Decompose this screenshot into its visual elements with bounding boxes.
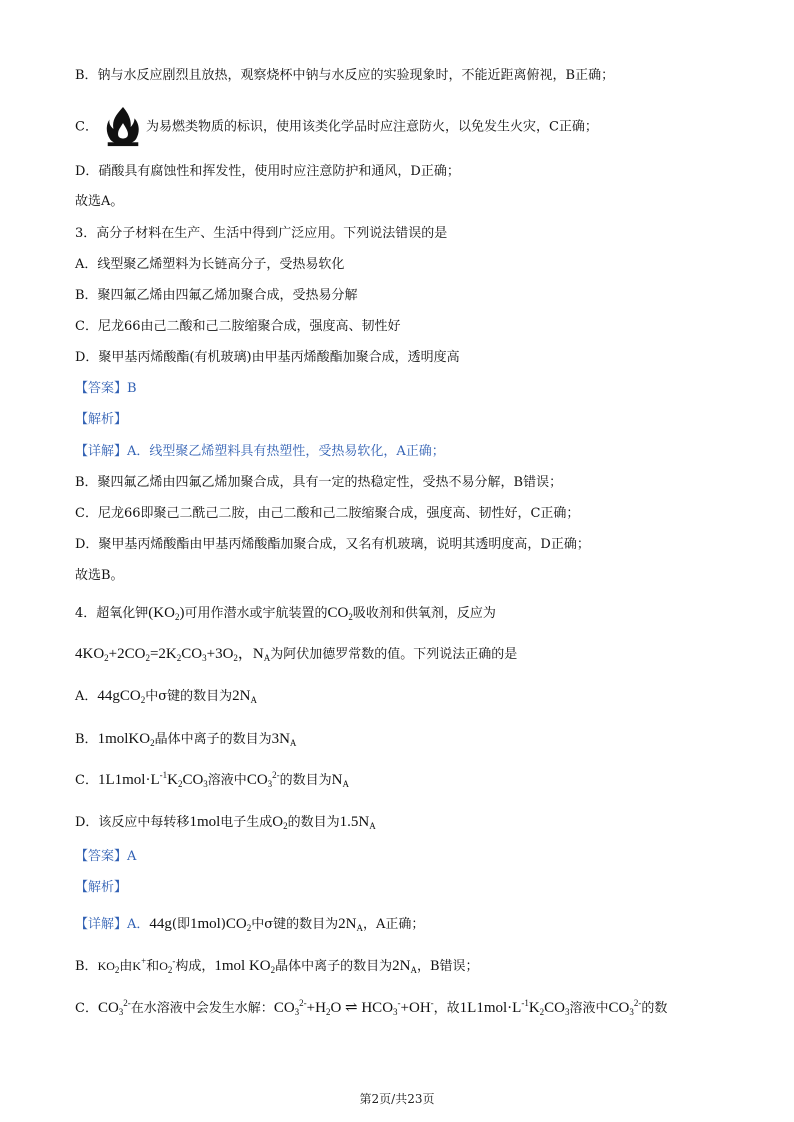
detail-text: 【详解】A．线型聚乙烯塑料具有热塑性，受热易软化，A正确； <box>75 444 445 459</box>
text-segment: C． <box>75 1001 98 1016</box>
text-line: B．钠与水反应剧烈且放热，观察烧杯中钠与水反应的实验现象时，不能近距离俯视，B正确； <box>75 68 615 83</box>
detail-line <box>75 956 754 977</box>
detail-line: D．聚甲基丙烯酸酯由甲基丙烯酸酯加聚合成，又名有机玻璃，说明其透明度高，D正确； <box>75 537 590 552</box>
text-segment: 由 <box>119 959 133 974</box>
formula: $(KO_2)$ <box>148 605 185 622</box>
text-segment: 吸收剂和供氧剂，反应为 <box>352 606 496 621</box>
analysis-tag: 【解析】 <box>75 880 128 895</box>
page-number: 第2页/共23页 <box>359 1092 435 1106</box>
text-segment: ，B错误； <box>416 959 479 974</box>
option-line: C．尼龙66由己二酸和己二胺缩聚合成，强度高、韧性好 <box>75 319 401 334</box>
option-line <box>75 686 754 707</box>
text-segment: (即 <box>171 917 190 932</box>
text-segment: 为易燃类物质的标识，使用该类化学品时应注意防火，以免发生火灾，C正确； <box>145 119 598 135</box>
text-segment: 的数目为 <box>279 773 332 788</box>
formula: $CO_3^{2-}$ <box>608 998 642 1017</box>
text-line: D．硝酸具有腐蚀性和挥发性，使用时应注意防护和通风，D正确； <box>75 164 460 179</box>
formula: $CO_3^{2-}+H_2O$ ⇌ $HCO_3^-+OH^-$ <box>273 998 434 1017</box>
text-line: 故选A。 <box>75 194 124 209</box>
text-segment: 晶体中离子的数目为 <box>275 959 393 974</box>
option-line <box>75 770 754 791</box>
text-segment: 中σ键的数目为 <box>251 917 339 932</box>
formula: $CO_3^{2-}$ <box>97 998 131 1017</box>
detail-line <box>75 442 754 462</box>
formula: $3N_A$ <box>271 731 297 748</box>
text-segment: 在水溶液中会发生水解： <box>130 1001 274 1016</box>
text-line <box>75 104 754 150</box>
text-segment: 溶液中 <box>207 773 247 788</box>
text-segment: 溶液中 <box>569 1001 609 1016</box>
detail-line <box>75 914 754 935</box>
answer-tag: 【答案】A <box>75 849 137 864</box>
text-segment: 可用作潜水或宇航装置的 <box>184 606 328 621</box>
text-segment: 4．超氧化钾 <box>75 606 149 621</box>
formula: $2N_A$ <box>392 958 417 975</box>
formula: $KO_2$ <box>97 959 120 975</box>
text-segment: 和 <box>146 959 160 974</box>
formula: $2N_A$ <box>338 916 363 933</box>
flammable-hazard-icon <box>102 104 144 150</box>
formula: 1molKO$_2$ <box>97 731 155 748</box>
option-label: A． <box>75 689 98 704</box>
formula: 44g <box>149 916 172 932</box>
detail-line: C．尼龙66即聚己二酰己二胺，由己二酸和己二胺缩聚合成，强度高、韧性好，C正确； <box>75 506 580 521</box>
question-equation <box>75 644 754 665</box>
text-segment: 构成， <box>175 959 215 974</box>
text-segment: ，A正确； <box>362 917 425 932</box>
option-label: C． <box>75 773 98 788</box>
text-segment: 的数目为 <box>287 815 340 830</box>
answer-tag: 【答案】B <box>75 381 137 396</box>
formula: 44gCO$_2$ <box>97 688 146 705</box>
text-segment: 的数 <box>641 1001 668 1016</box>
formula: $CO_2$ <box>327 605 353 622</box>
option-label: B． <box>75 732 98 747</box>
formula: $1L1mol\cdot L^{-1}K_2CO_3$ <box>459 998 570 1017</box>
option-line: A．线型聚乙烯塑料为长链高分子，受热易软化 <box>75 257 345 272</box>
analysis-tag: 【解析】 <box>75 412 128 427</box>
detail-line <box>75 998 754 1019</box>
formula: $O_2^-$ <box>159 956 176 975</box>
text-segment: 晶体中离子的数目为 <box>154 732 272 747</box>
text-segment: 为阿伏加德罗常数的值。下列说法正确的是 <box>270 647 518 662</box>
option-line: D．聚甲基丙烯酸酯(有机玻璃)由甲基丙烯酸酯加聚合成，透明度高 <box>75 350 460 365</box>
formula: 1mol <box>189 814 221 830</box>
detail-text: 【详解】A． <box>75 917 150 932</box>
formula: $CO_3^{2-}$ <box>246 770 280 789</box>
formula: K+ <box>132 956 147 973</box>
option-label: C． <box>75 119 98 135</box>
question-title <box>75 603 754 624</box>
formula: $CO_2$ <box>225 916 252 933</box>
question-title: 3．高分子材料在生产、生活中得到广泛应用。下列说法错误的是 <box>75 226 448 241</box>
option-label: D．该反应中每转移 <box>75 815 190 830</box>
detail-line: 故选B。 <box>75 568 124 583</box>
formula: $2N_A$ <box>232 688 257 705</box>
detail-line: B．聚四氟乙烯由四氟乙烯加聚合成，具有一定的热稳定性，受热不易分解，B错误； <box>75 475 563 490</box>
text-segment: 中σ键的数目为 <box>145 689 233 704</box>
option-line <box>75 812 754 833</box>
formula: $1L1mol\cdot L^{-1}K_2CO_3$ <box>97 770 208 789</box>
formula: 1mol <box>189 916 221 932</box>
text-segment: ) <box>220 917 226 932</box>
option-line: B．聚四氟乙烯由四氟乙烯加聚合成，受热易分解 <box>75 288 358 303</box>
formula: $O_2$ <box>272 814 288 831</box>
option-line <box>75 729 754 750</box>
formula: $N_A$ <box>331 772 350 789</box>
formula: $4KO_2+2CO_2=2K_2CO_3+3O_2$，$N_A$ <box>75 646 271 663</box>
formula: 1mol $KO_2$ <box>214 958 276 975</box>
text-segment: ，故 <box>433 1001 460 1016</box>
text-segment: B． <box>75 959 98 974</box>
formula: $1.5N_A$ <box>339 814 376 831</box>
text-segment: 电子生成 <box>220 815 273 830</box>
